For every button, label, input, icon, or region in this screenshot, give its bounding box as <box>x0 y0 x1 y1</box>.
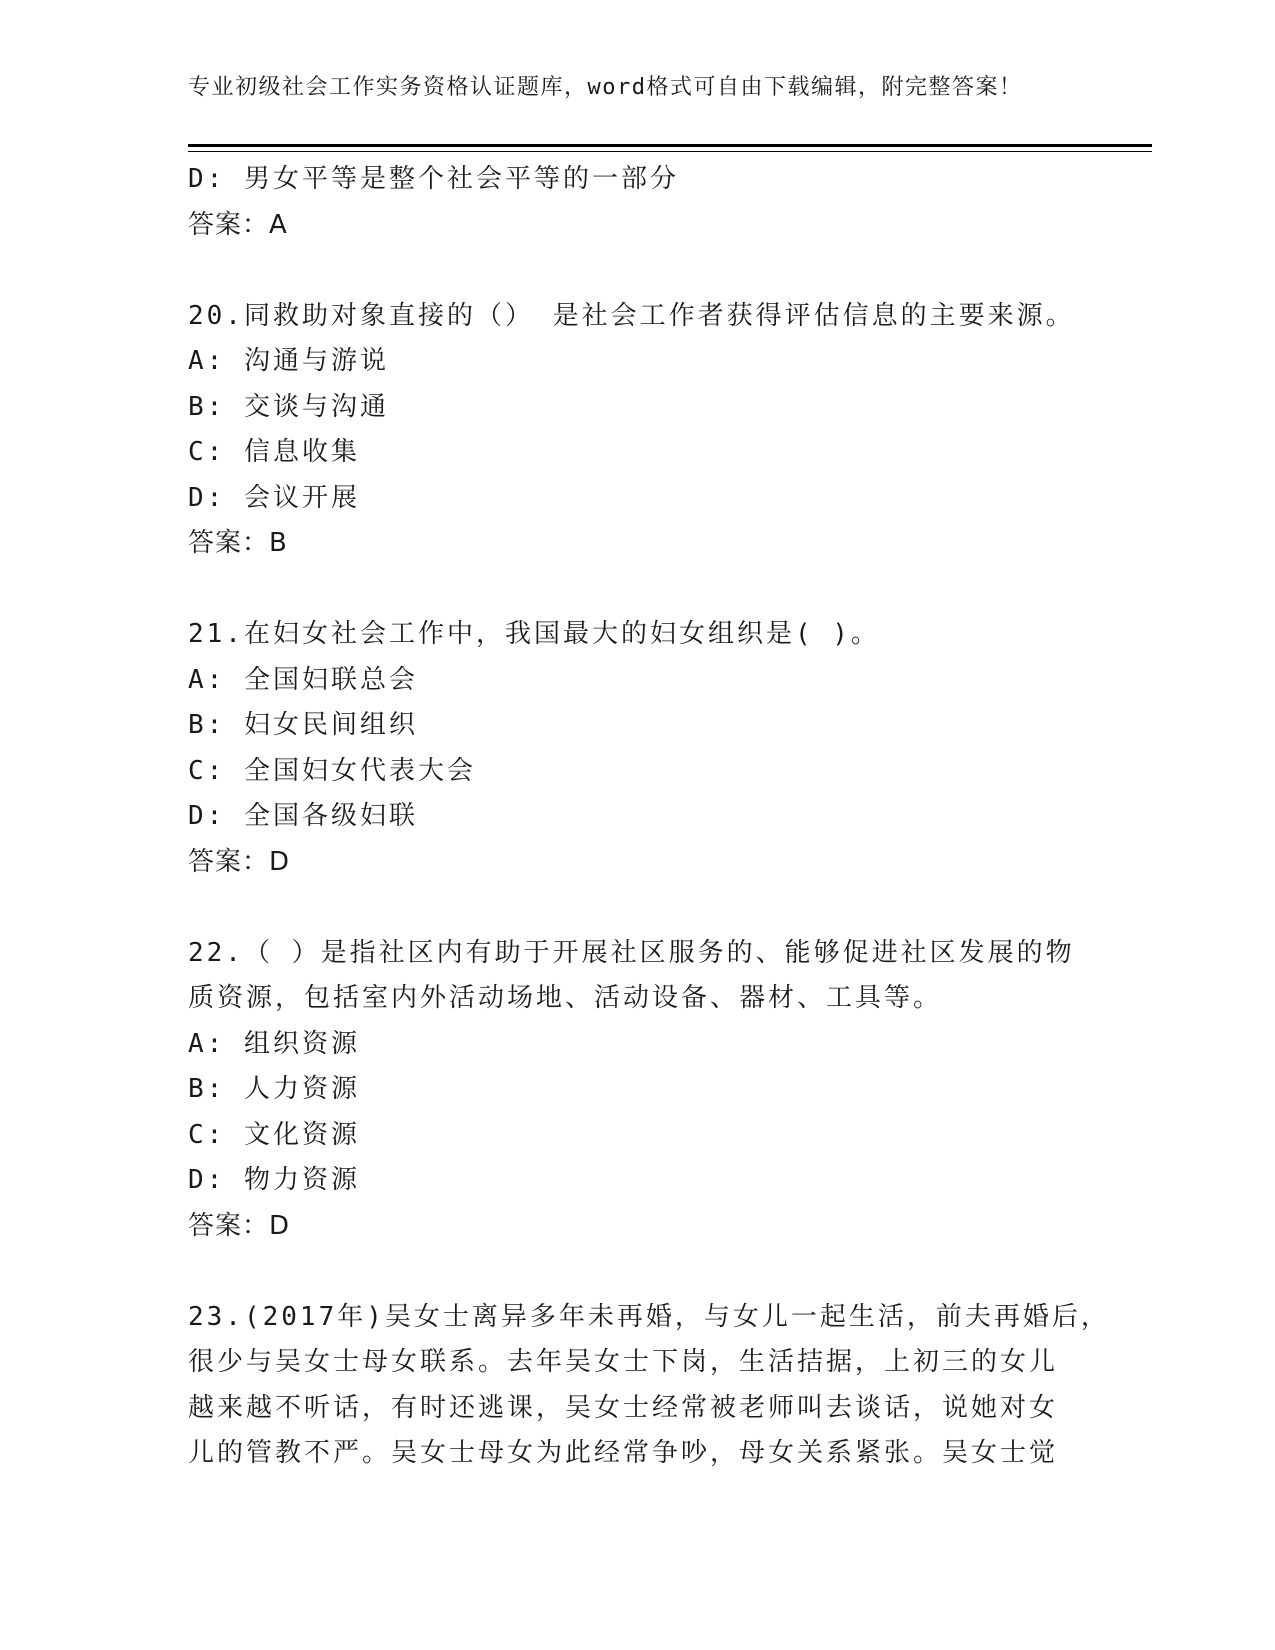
question-text: 21.在妇女社会工作中，我国最大的妇女组织是( )。 <box>188 619 880 649</box>
option-a: A: 全国妇联总会 <box>188 664 418 695</box>
answer-line: 答案：D <box>188 1210 291 1241</box>
question-content <box>188 157 1110 1477</box>
option-c: C: 信息收集 <box>188 437 360 467</box>
spacer <box>188 567 1068 613</box>
header-rule-thick <box>188 144 1152 147</box>
option-b: B: 妇女民间组织 <box>188 710 418 740</box>
option-c: C: 全国妇女代表大会 <box>188 755 476 786</box>
answer-line: 答案：A <box>188 209 288 240</box>
option-d: D: 全国各级妇联 <box>188 801 418 831</box>
question-20 <box>188 294 1075 567</box>
option-d: D: 会议开展 <box>188 482 360 513</box>
question-23 <box>188 1295 1110 1477</box>
question-text: 越来越不听话，有时还逃课，吴女士经常被老师叫去谈话，说她对女 <box>188 1392 1059 1423</box>
spacer <box>188 1249 1068 1295</box>
option-b: B: 人力资源 <box>188 1074 360 1104</box>
page-header: 专业初级社会工作实务资格认证题库，word格式可自由下载编辑，附完整答案！ <box>188 75 1023 100</box>
option-c: C: 文化资源 <box>188 1119 360 1150</box>
answer-line: 答案：B <box>188 528 288 558</box>
question-text: 质资源，包括室内外活动场地、活动设备、器材、工具等。 <box>188 983 943 1013</box>
option-a: A: 组织资源 <box>188 1028 360 1059</box>
question-text: 22.（ ）是指社区内有助于开展社区服务的、能够促进社区发展的物 <box>188 937 1075 968</box>
question-21 <box>188 612 1068 885</box>
option-b: B: 交谈与沟通 <box>188 391 389 422</box>
option-d: D: 男女平等是整个社会平等的一部分 <box>188 164 679 194</box>
spacer <box>188 885 1068 931</box>
answer-line: 答案：D <box>188 846 291 877</box>
option-d: D: 物力资源 <box>188 1165 360 1195</box>
header-rule-thin <box>188 151 1152 152</box>
spacer <box>188 248 1068 294</box>
question-text: 20.同救助对象直接的（） 是社会工作者获得评估信息的主要来源。 <box>188 300 1075 331</box>
option-a: A: 沟通与游说 <box>188 346 389 376</box>
question-text: 很少与吴女士母女联系。去年吴女士下岗，生活拮据，上初三的女儿 <box>188 1347 1059 1377</box>
question-text: 23.(2017年)吴女士离异多年未再婚，与女儿一起生活，前夫再婚后， <box>188 1301 1110 1332</box>
question-22 <box>188 931 1075 1250</box>
question-text: 儿的管教不严。吴女士母女为此经常争吵，母女关系紧张。吴女士觉 <box>188 1438 1059 1468</box>
